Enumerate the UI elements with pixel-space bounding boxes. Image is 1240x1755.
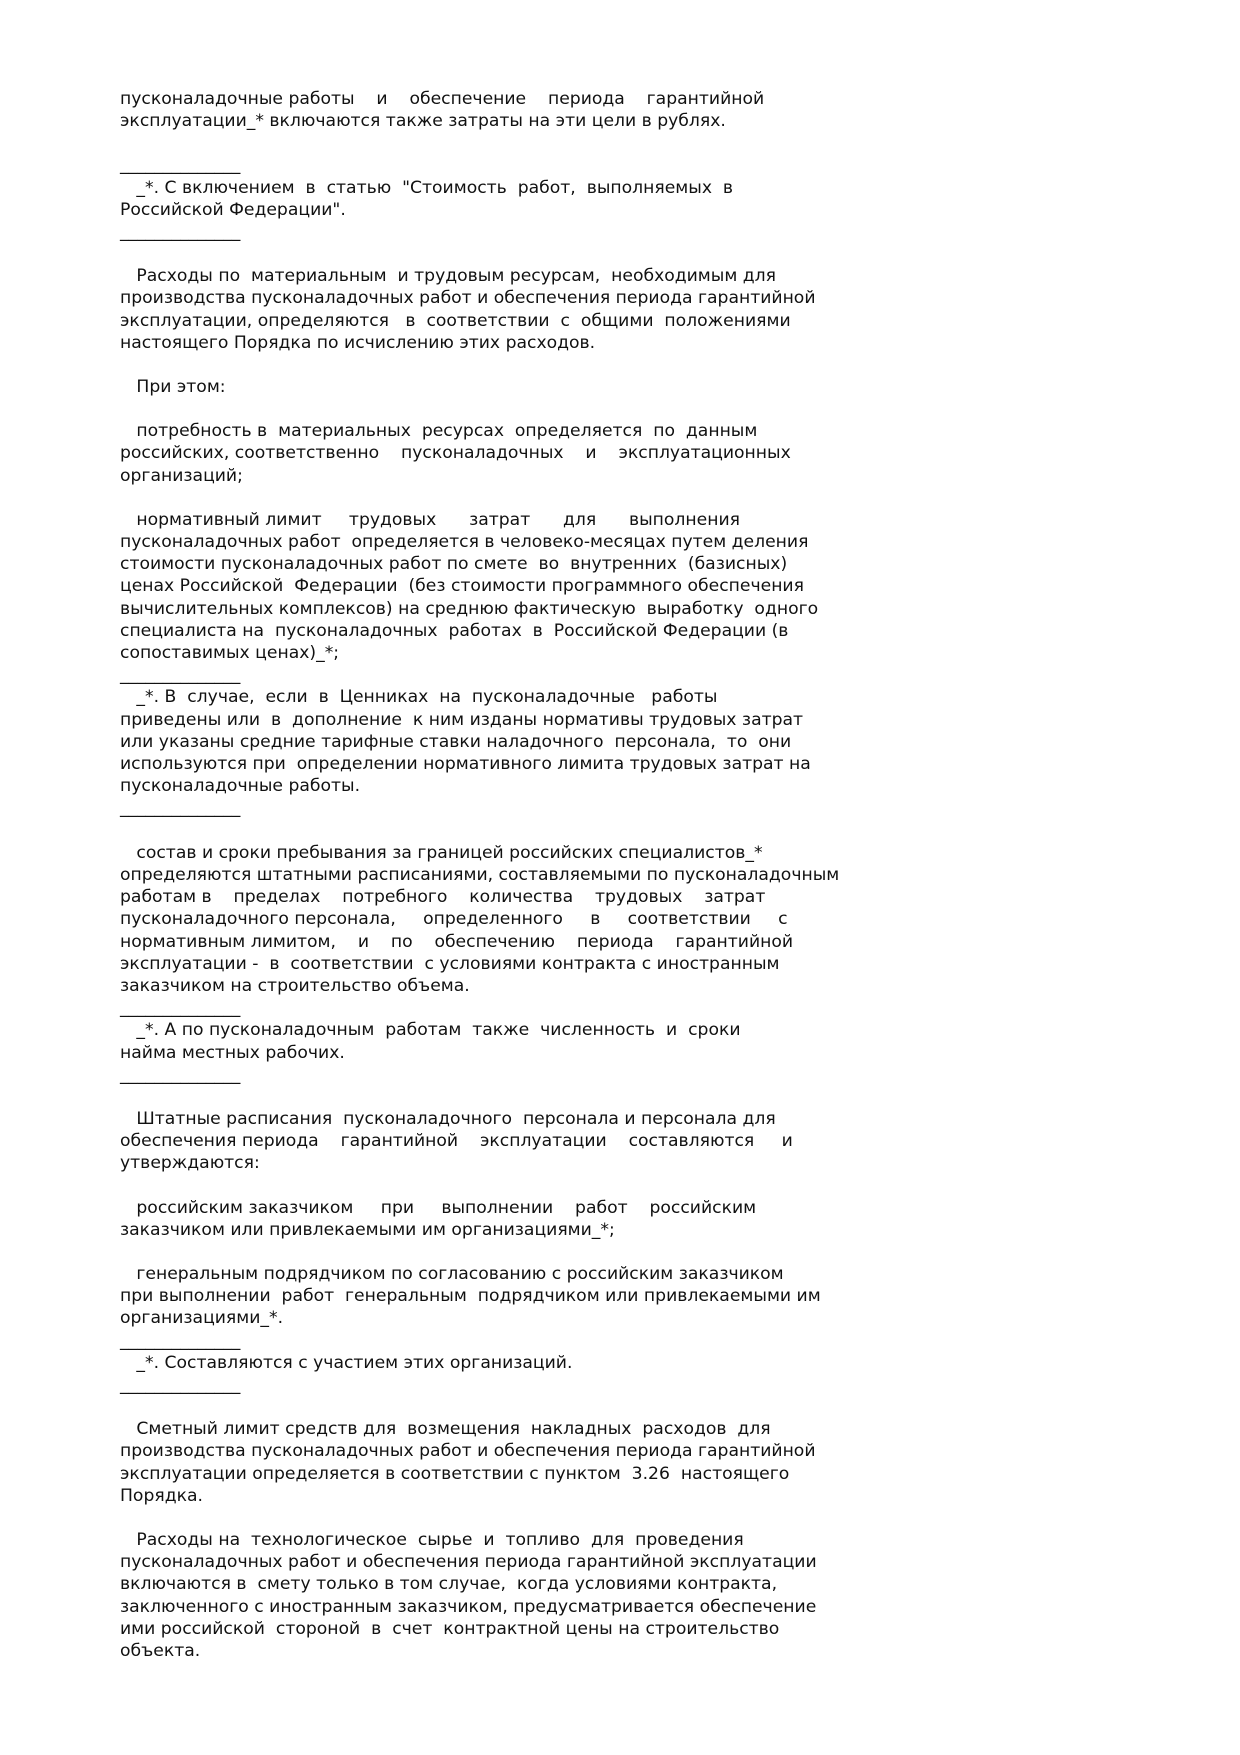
paragraph: Сметный лимит средств для возмещения накладных расходов для производства пусконаладочных работ и обеспечения периода гарантийной эксплуатации определяется в соответствии с пунктом 3.26 настоящего Порядка.	[120, 1419, 816, 1506]
paragraph: состав и сроки пребывания за границей российских специалистов_* определяются штатными расписаниями, составляемыми по пусконаладочным работам в пределах потребного количества трудовых затрат пусконаладочного персонала, определенного в соответствии с нормативным лимитом, и по обеспечению периода гарантийной эксплуатации - в соответствии с условиями контракта с иностранным заказчиком на строительство объема.	[120, 842, 840, 996]
footnote-rule: ______________	[120, 665, 241, 686]
paragraph: Штатные расписания пусконаладочного персонала и персонала для обеспечения периода гарантийной эксплуатации составляются и утверждаются:	[120, 1108, 793, 1174]
paragraph: пусконаладочные работы и обеспечение периода гарантийной эксплуатации_* включаются также затраты на эти цели в рублях.	[120, 89, 765, 132]
footnote-rule: ______________	[120, 998, 241, 1019]
footnote: _*. Составляются с участием этих организаций.	[120, 1352, 573, 1373]
paragraph: российским заказчиком при выполнении работ российским заказчиком или привлекаемыми им организациями_*;	[120, 1197, 757, 1240]
footnote-rule: ______________	[120, 798, 241, 819]
document-page	[120, 88, 1120, 1662]
paragraph: При этом:	[120, 377, 226, 398]
paragraph: генеральным подрядчиком по согласованию с российским заказчиком при выполнении работ генеральным подрядчиком или привлекаемыми им организациями_*.	[120, 1263, 821, 1329]
paragraph: Расходы на технологическое сырье и топливо для проведения пусконаладочных работ и обеспечения периода гарантийной эксплуатации включаются в смету только в том случае, когда условиями контракта, заключенного с иностранным заказчиком, предусматривается обеспечение ими российской стороной в счет контрактной цены на строительство объекта.	[120, 1529, 817, 1661]
footnote: _*. В случае, если в Ценниках на пусконаладочные работы приведены или в дополнение к ним изданы нормативы трудовых затрат или указаны средние тарифные ставки наладочного персонала, то они используются при определении нормативного лимита трудовых затрат на пусконаладочные работы.	[120, 687, 811, 797]
paragraph: нормативный лимит трудовых затрат для выполнения пусконаладочных работ определяется в человеко-месяцах путем деления стоимости пусконаладочных работ по смете во внутренних (базисных) ценах Российской Федерации (без стоимости программного обеспечения вычислительных комплексов) на среднюю фактическую выработку одного специалиста на пусконаладочных работах в Российской Федерации (в сопоставимых ценах)_*;	[120, 509, 819, 664]
footnote-rule: ______________	[120, 155, 241, 176]
footnote: _*. С включением в статью "Стоимость работ, выполняемых в Российской Федерации".	[120, 177, 734, 220]
paragraph: Расходы по материальным и трудовым ресурсам, необходимым для производства пусконаладочных работ и обеспечения периода гарантийной эксплуатации, определяются в соответствии с общими положениями настоящего Порядка по исчислению этих расходов.	[120, 266, 816, 353]
footnote: _*. А по пусконаладочным работам также численность и сроки найма местных рабочих.	[120, 1020, 741, 1063]
footnote-rule: ______________	[120, 222, 241, 243]
footnote-rule: ______________	[120, 1064, 241, 1085]
paragraph: потребность в материальных ресурсах определяется по данным российских, соответственно пусконаладочных и эксплуатационных организаций;	[120, 421, 791, 486]
footnote-rule: ______________	[120, 1374, 241, 1395]
footnote-rule: ______________	[120, 1330, 241, 1351]
